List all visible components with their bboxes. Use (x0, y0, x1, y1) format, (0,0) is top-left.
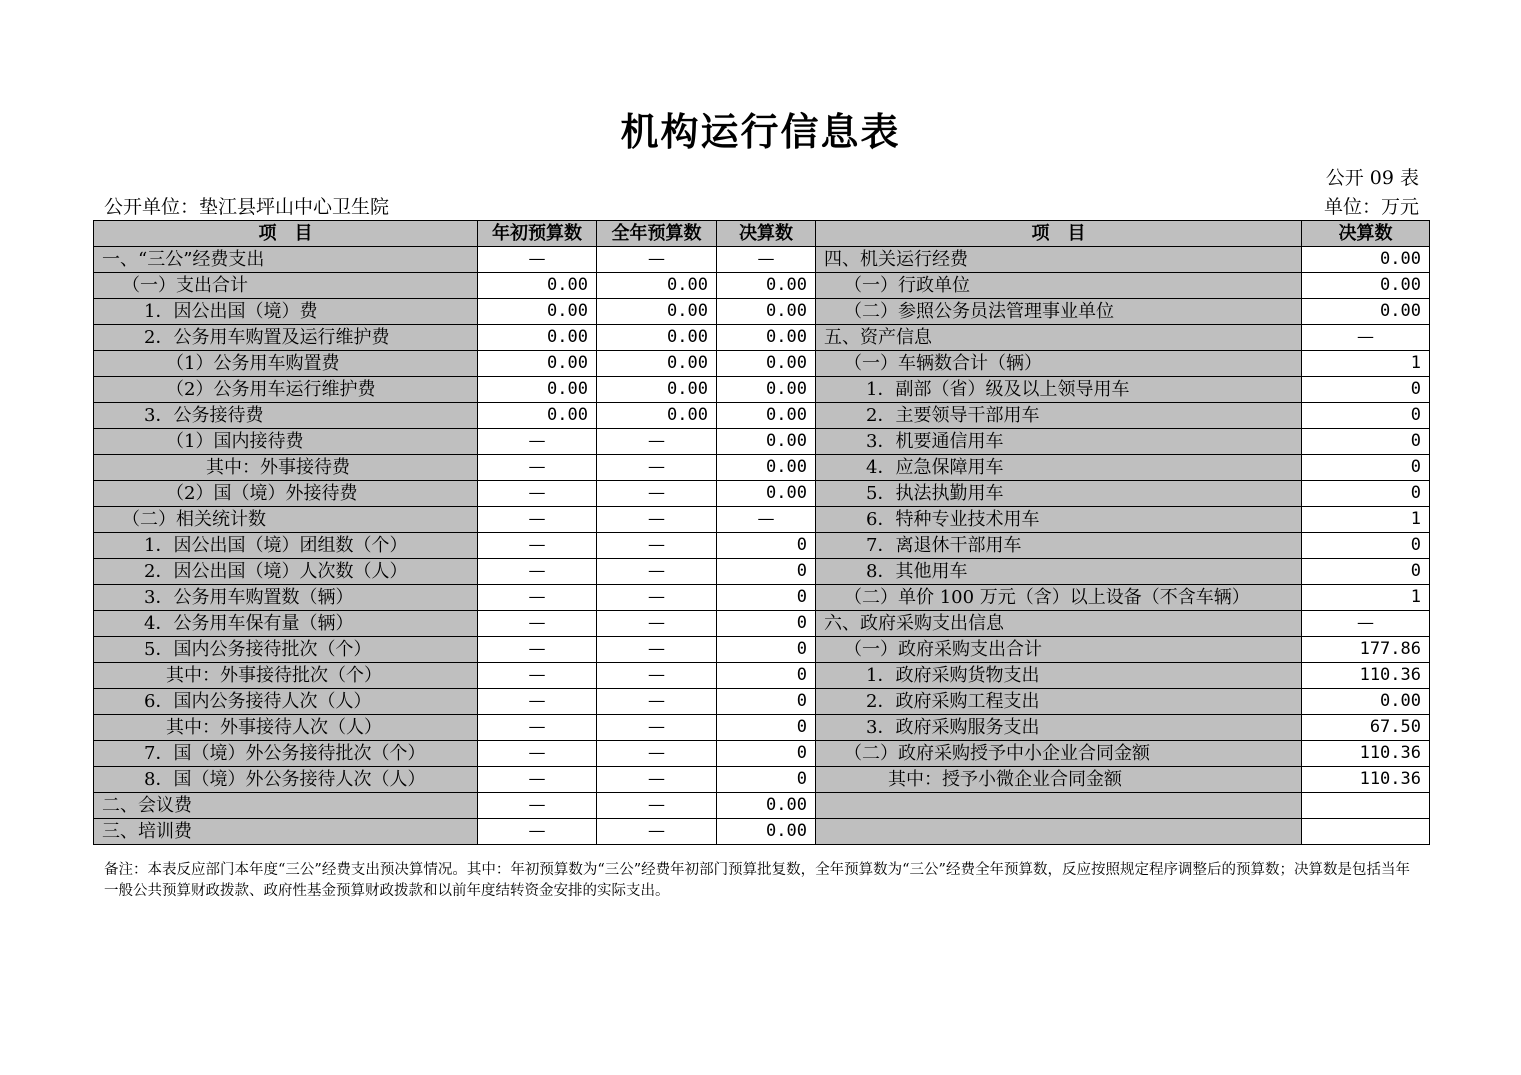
final-accounts-cell-right: 1 (1302, 507, 1430, 533)
final-accounts-cell: 0 (717, 663, 816, 689)
final-accounts-cell: 0 (717, 637, 816, 663)
final-accounts-cell-right: — (1302, 611, 1430, 637)
initial-budget-cell: 0.00 (478, 377, 597, 403)
final-accounts-cell: — (717, 507, 816, 533)
final-accounts-cell: 0 (717, 689, 816, 715)
full-year-budget-cell: — (597, 611, 717, 637)
full-year-budget-cell: — (597, 793, 717, 819)
header-full-year-budget: 全年预算数 (597, 221, 717, 247)
table-row (94, 715, 1430, 741)
page-title: 机构运行信息表 (620, 109, 901, 154)
row-item-label-right: 五、资产信息 (816, 325, 1302, 351)
initial-budget-cell: — (478, 793, 597, 819)
row-item-label-right: 8．其他用车 (816, 559, 1302, 585)
row-item-label-right (816, 793, 1302, 819)
final-accounts-cell: 0.00 (717, 273, 816, 299)
full-year-budget-cell: — (597, 507, 717, 533)
final-accounts-cell-right: 0 (1302, 455, 1430, 481)
initial-budget-cell: — (478, 741, 597, 767)
final-accounts-cell-right: 0 (1302, 559, 1430, 585)
final-accounts-cell-right: 0 (1302, 429, 1430, 455)
full-year-budget-cell: — (597, 689, 717, 715)
final-accounts-cell: 0 (717, 767, 816, 793)
table-row (94, 455, 1430, 481)
table-row (94, 377, 1430, 403)
full-year-budget-cell: — (597, 741, 717, 767)
header-initial-budget: 年初预算数 (478, 221, 597, 247)
initial-budget-cell: 0.00 (478, 299, 597, 325)
final-accounts-cell: 0.00 (717, 819, 816, 845)
final-accounts-cell-right: 0 (1302, 533, 1430, 559)
initial-budget-cell: — (478, 507, 597, 533)
table-row (94, 819, 1430, 845)
row-item-label: 1．因公出国（境）团组数（个） (94, 533, 478, 559)
final-accounts-cell-right (1302, 793, 1430, 819)
final-accounts-cell: 0.00 (717, 455, 816, 481)
full-year-budget-cell: — (597, 715, 717, 741)
row-item-label-right: 6．特种专业技术用车 (816, 507, 1302, 533)
table-row (94, 611, 1430, 637)
row-item-label: 2．因公出国（境）人次数（人） (94, 559, 478, 585)
final-accounts-cell-right: 0.00 (1302, 247, 1430, 273)
final-accounts-cell-right: 1 (1302, 351, 1430, 377)
initial-budget-cell: — (478, 663, 597, 689)
final-accounts-cell: 0.00 (717, 793, 816, 819)
full-year-budget-cell: — (597, 247, 717, 273)
row-item-label: （2）国（境）外接待费 (94, 481, 478, 507)
row-item-label-right (816, 819, 1302, 845)
row-item-label: 其中：外事接待人次（人） (94, 715, 478, 741)
initial-budget-cell: — (478, 637, 597, 663)
row-item-label-right: 2．政府采购工程支出 (816, 689, 1302, 715)
table-row (94, 663, 1430, 689)
initial-budget-cell: — (478, 819, 597, 845)
row-item-label: 4．公务用车保有量（辆） (94, 611, 478, 637)
final-accounts-cell-right: — (1302, 325, 1430, 351)
row-item-label-right: 5．执法执勤用车 (816, 481, 1302, 507)
table-row (94, 273, 1430, 299)
final-accounts-cell-right (1302, 819, 1430, 845)
row-item-label-right: （二）政府采购授予中小企业合同金额 (816, 741, 1302, 767)
table-row (94, 585, 1430, 611)
final-accounts-cell-right: 110.36 (1302, 741, 1430, 767)
final-accounts-cell: 0.00 (717, 403, 816, 429)
row-item-label: 3．公务接待费 (94, 403, 478, 429)
full-year-budget-cell: — (597, 429, 717, 455)
row-item-label: 二、会议费 (94, 793, 478, 819)
full-year-budget-cell: — (597, 637, 717, 663)
table-row (94, 793, 1430, 819)
row-item-label-right: 3．机要通信用车 (816, 429, 1302, 455)
form-number: 公开 09 表 (1325, 167, 1419, 189)
full-year-budget-cell: 0.00 (597, 351, 717, 377)
full-year-budget-cell: — (597, 663, 717, 689)
table-row (94, 429, 1430, 455)
row-item-label-right: 2．主要领导干部用车 (816, 403, 1302, 429)
final-accounts-cell-right: 0.00 (1302, 689, 1430, 715)
final-accounts-cell-right: 0.00 (1302, 299, 1430, 325)
final-accounts-cell-right: 0.00 (1302, 273, 1430, 299)
final-accounts-cell: 0.00 (717, 481, 816, 507)
row-item-label-right: 四、机关运行经费 (816, 247, 1302, 273)
initial-budget-cell: — (478, 559, 597, 585)
info-table (93, 220, 1430, 845)
final-accounts-cell: 0 (717, 585, 816, 611)
row-item-label-right: 3．政府采购服务支出 (816, 715, 1302, 741)
final-accounts-cell-right: 67.50 (1302, 715, 1430, 741)
row-item-label-right: （一）行政单位 (816, 273, 1302, 299)
initial-budget-cell: — (478, 455, 597, 481)
initial-budget-cell: — (478, 481, 597, 507)
full-year-budget-cell: — (597, 559, 717, 585)
row-item-label: 7．国（境）外公务接待批次（个） (94, 741, 478, 767)
table-row (94, 767, 1430, 793)
full-year-budget-cell: — (597, 767, 717, 793)
final-accounts-cell: 0 (717, 741, 816, 767)
table-row (94, 351, 1430, 377)
initial-budget-cell: — (478, 689, 597, 715)
initial-budget-cell: 0.00 (478, 325, 597, 351)
footnote: 备注：本表反应部门本年度“三公”经费支出预决算情况。其中：年初预算数为“三公”经费年初部门预算批复数，全年预算数为“三公”经费全年预算数，反应按照规定程序调整后的预算数；决算数是包括当年一般公共预算财政拨款、政府性基金预算财政拨款和以前年度结转资金安排的实际支出。 (104, 862, 1410, 899)
final-accounts-cell: — (717, 247, 816, 273)
row-item-label: 其中：外事接待费 (94, 455, 478, 481)
full-year-budget-cell: — (597, 585, 717, 611)
row-item-label: 其中：外事接待批次（个） (94, 663, 478, 689)
table-row (94, 559, 1430, 585)
initial-budget-cell: — (478, 247, 597, 273)
row-item-label: （2）公务用车运行维护费 (94, 377, 478, 403)
row-item-label-right: 1．政府采购货物支出 (816, 663, 1302, 689)
row-item-label-right: 1．副部（省）级及以上领导用车 (816, 377, 1302, 403)
final-accounts-cell: 0.00 (717, 377, 816, 403)
final-accounts-cell: 0 (717, 611, 816, 637)
final-accounts-cell-right: 0 (1302, 377, 1430, 403)
row-item-label-right: （一）车辆数合计（辆） (816, 351, 1302, 377)
full-year-budget-cell: 0.00 (597, 377, 717, 403)
row-item-label: （1）公务用车购置费 (94, 351, 478, 377)
table-row (94, 533, 1430, 559)
row-item-label-right: 其中：授予小微企业合同金额 (816, 767, 1302, 793)
row-item-label: 8．国（境）外公务接待人次（人） (94, 767, 478, 793)
initial-budget-cell: — (478, 429, 597, 455)
full-year-budget-cell: 0.00 (597, 325, 717, 351)
final-accounts-cell: 0.00 (717, 325, 816, 351)
header-item-right: 项 目 (816, 221, 1302, 247)
row-item-label-right: 六、政府采购支出信息 (816, 611, 1302, 637)
row-item-label: 1．因公出国（境）费 (94, 299, 478, 325)
final-accounts-cell-right: 177.86 (1302, 637, 1430, 663)
final-accounts-cell-right: 0 (1302, 403, 1430, 429)
row-item-label: 2．公务用车购置及运行维护费 (94, 325, 478, 351)
table-row (94, 247, 1430, 273)
row-item-label-right: （一）政府采购支出合计 (816, 637, 1302, 663)
row-item-label: 5．国内公务接待批次（个） (94, 637, 478, 663)
header-final-accounts: 决算数 (717, 221, 816, 247)
row-item-label: 6．国内公务接待人次（人） (94, 689, 478, 715)
table-row (94, 741, 1430, 767)
final-accounts-cell: 0 (717, 715, 816, 741)
full-year-budget-cell: — (597, 533, 717, 559)
initial-budget-cell: 0.00 (478, 351, 597, 377)
final-accounts-cell: 0 (717, 533, 816, 559)
row-item-label-right: 4．应急保障用车 (816, 455, 1302, 481)
initial-budget-cell: — (478, 767, 597, 793)
final-accounts-cell: 0.00 (717, 351, 816, 377)
row-item-label: （1）国内接待费 (94, 429, 478, 455)
full-year-budget-cell: — (597, 455, 717, 481)
initial-budget-cell: — (478, 715, 597, 741)
final-accounts-cell-right: 110.36 (1302, 767, 1430, 793)
initial-budget-cell: — (478, 611, 597, 637)
final-accounts-cell: 0.00 (717, 299, 816, 325)
table-header-row (94, 221, 1430, 247)
header-item: 项 目 (94, 221, 478, 247)
currency-unit: 单位：万元 (1323, 196, 1419, 218)
header-final-accounts-right: 决算数 (1302, 221, 1430, 247)
final-accounts-cell: 0.00 (717, 429, 816, 455)
final-accounts-cell: 0 (717, 559, 816, 585)
initial-budget-cell: — (478, 585, 597, 611)
final-accounts-cell-right: 1 (1302, 585, 1430, 611)
table-row (94, 325, 1430, 351)
row-item-label: 3．公务用车购置数（辆） (94, 585, 478, 611)
full-year-budget-cell: 0.00 (597, 403, 717, 429)
row-item-label-right: （二）单价 100 万元（含）以上设备（不含车辆） (816, 585, 1302, 611)
row-item-label: 一、“三公”经费支出 (94, 247, 478, 273)
reporting-unit: 公开单位：垫江县坪山中心卫生院 (104, 196, 390, 218)
row-item-label: 三、培训费 (94, 819, 478, 845)
initial-budget-cell: 0.00 (478, 273, 597, 299)
row-item-label: （二）相关统计数 (94, 507, 478, 533)
full-year-budget-cell: — (597, 819, 717, 845)
full-year-budget-cell: 0.00 (597, 273, 717, 299)
table-row (94, 403, 1430, 429)
row-item-label-right: （二）参照公务员法管理事业单位 (816, 299, 1302, 325)
table-row (94, 507, 1430, 533)
initial-budget-cell: 0.00 (478, 403, 597, 429)
final-accounts-cell-right: 110.36 (1302, 663, 1430, 689)
final-accounts-cell-right: 0 (1302, 481, 1430, 507)
row-item-label: （一）支出合计 (94, 273, 478, 299)
full-year-budget-cell: — (597, 481, 717, 507)
table-row (94, 481, 1430, 507)
initial-budget-cell: — (478, 533, 597, 559)
table-row (94, 637, 1430, 663)
table-row (94, 689, 1430, 715)
full-year-budget-cell: 0.00 (597, 299, 717, 325)
row-item-label-right: 7．离退休干部用车 (816, 533, 1302, 559)
table-row (94, 299, 1430, 325)
